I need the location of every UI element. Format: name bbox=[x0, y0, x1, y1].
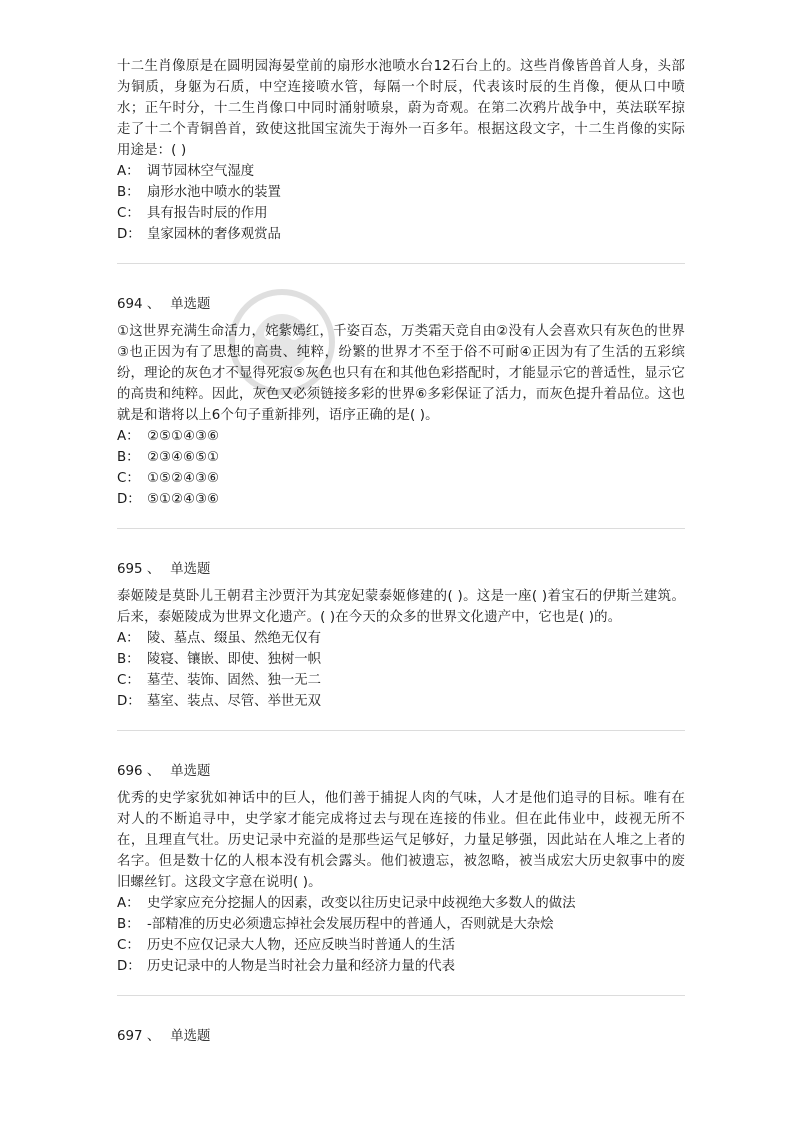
option-c[interactable]: C： ①⑤②④③⑥ bbox=[117, 471, 220, 486]
option-c[interactable]: C： 墓茔、装饰、固然、独一无二 bbox=[117, 673, 322, 688]
option-d[interactable]: D： ⑤①②④③⑥ bbox=[117, 492, 220, 507]
question-header: 696 、 单选题 bbox=[117, 764, 211, 779]
option-a[interactable]: A： 史学家应充分挖掘人的因素，改变以往历史记录中歧视绝大多数人的做法 bbox=[117, 896, 576, 911]
divider bbox=[117, 263, 685, 264]
divider bbox=[117, 995, 685, 996]
question-stem: ①这世界充满生命活力，姹紫嫣红，千姿百态，万类霜天竞自由②没有人会喜欢只有灰色的世界③也正因为有了思想的高贵、纯粹，纷繁的世界才不至于俗不可耐④正因为有了生活的五彩缤纷，理论的灰色才不显得死寂⑤灰色也只有在和其他色彩搭配时，才能显示它的普适性，显示它的高贵和纯粹。因此，灰色又必须链接多彩的世界⑥多彩保证了活力，而灰色提升着品位。这也就是和谐将以上6个句子重新排列，语序正确的是( )。 bbox=[117, 324, 685, 423]
question-696 bbox=[117, 761, 685, 977]
question-697 bbox=[117, 1026, 685, 1047]
divider bbox=[117, 730, 685, 731]
question-header: 697 、 单选题 bbox=[117, 1029, 211, 1044]
question-stem: 优秀的史学家犹如神话中的巨人，他们善于捕捉人肉的气味，人才是他们追寻的目标。唯有在对人的不断追寻中，史学家才能完成将过去与现在连接的伟业。但在此伟业中，歧视无所不在，且理直气壮。历史记录中充溢的是那些运气足够好，力量足够强，因此站在人堆之上者的名字。但是数十亿的人根本没有机会露头。他们被遗忘，被忽略，被当成宏大历史叙事中的废旧螺丝钉。这段文字意在说明( )。 bbox=[117, 791, 685, 890]
option-b[interactable]: B： ②③④⑥⑤① bbox=[117, 450, 220, 465]
question-header: 694 、 单选题 bbox=[117, 297, 211, 312]
question-694 bbox=[117, 294, 685, 510]
option-b[interactable]: B： -部精准的历史必须遗忘掉社会发展历程中的普通人，否则就是大杂烩 bbox=[117, 917, 554, 932]
question-693 bbox=[117, 56, 685, 245]
divider bbox=[117, 528, 685, 529]
option-a[interactable]: A： ②⑤①④③⑥ bbox=[117, 429, 220, 444]
option-d[interactable]: D： 历史记录中的人物是当时社会力量和经济力量的代表 bbox=[117, 959, 455, 974]
question-695 bbox=[117, 559, 685, 712]
document-page bbox=[117, 56, 685, 1053]
option-a[interactable]: A： 调节园林空气湿度 bbox=[117, 164, 255, 179]
question-stem: 十二生肖像原是在圆明园海晏堂前的扇形水池喷水台12石台上的。这些肖像皆兽首人身，头部为铜质，身躯为石质，中空连接喷水管，每隔一个时辰，代表该时辰的生肖像，便从口中喷水；正午时分，十二生肖像口中同时涌射喷泉，蔚为奇观。在第二次鸦片战争中，英法联军掠走了十二个青铜兽首，致使这批国宝流失于海外一百多年。根据这段文字，十二生肖像的实际用途是：( ) bbox=[117, 59, 685, 158]
option-b[interactable]: B： 陵寝、镶嵌、即使、独树一帜 bbox=[117, 652, 322, 667]
option-c[interactable]: C： 历史不应仅记录大人物，还应反映当时普通人的生活 bbox=[117, 938, 455, 953]
question-header: 695 、 单选题 bbox=[117, 562, 211, 577]
option-a[interactable]: A： 陵、墓点、缀虽、然绝无仅有 bbox=[117, 631, 322, 646]
question-stem: 泰姬陵是莫卧儿王朝君主沙贾汗为其宠妃蒙泰姬修建的( )。这是一座( )着宝石的伊斯兰建筑。后来，泰姬陵成为世界文化遗产。( )在今天的众多的世界文化遗产中，它也是( )的。 bbox=[117, 589, 685, 625]
option-c[interactable]: C： 具有报告时辰的作用 bbox=[117, 206, 268, 221]
option-d[interactable]: D： 皇家园林的奢侈观赏品 bbox=[117, 227, 281, 242]
option-d[interactable]: D： 墓室、装点、尽管、举世无双 bbox=[117, 694, 322, 709]
option-b[interactable]: B： 扇形水池中喷水的装置 bbox=[117, 185, 281, 200]
